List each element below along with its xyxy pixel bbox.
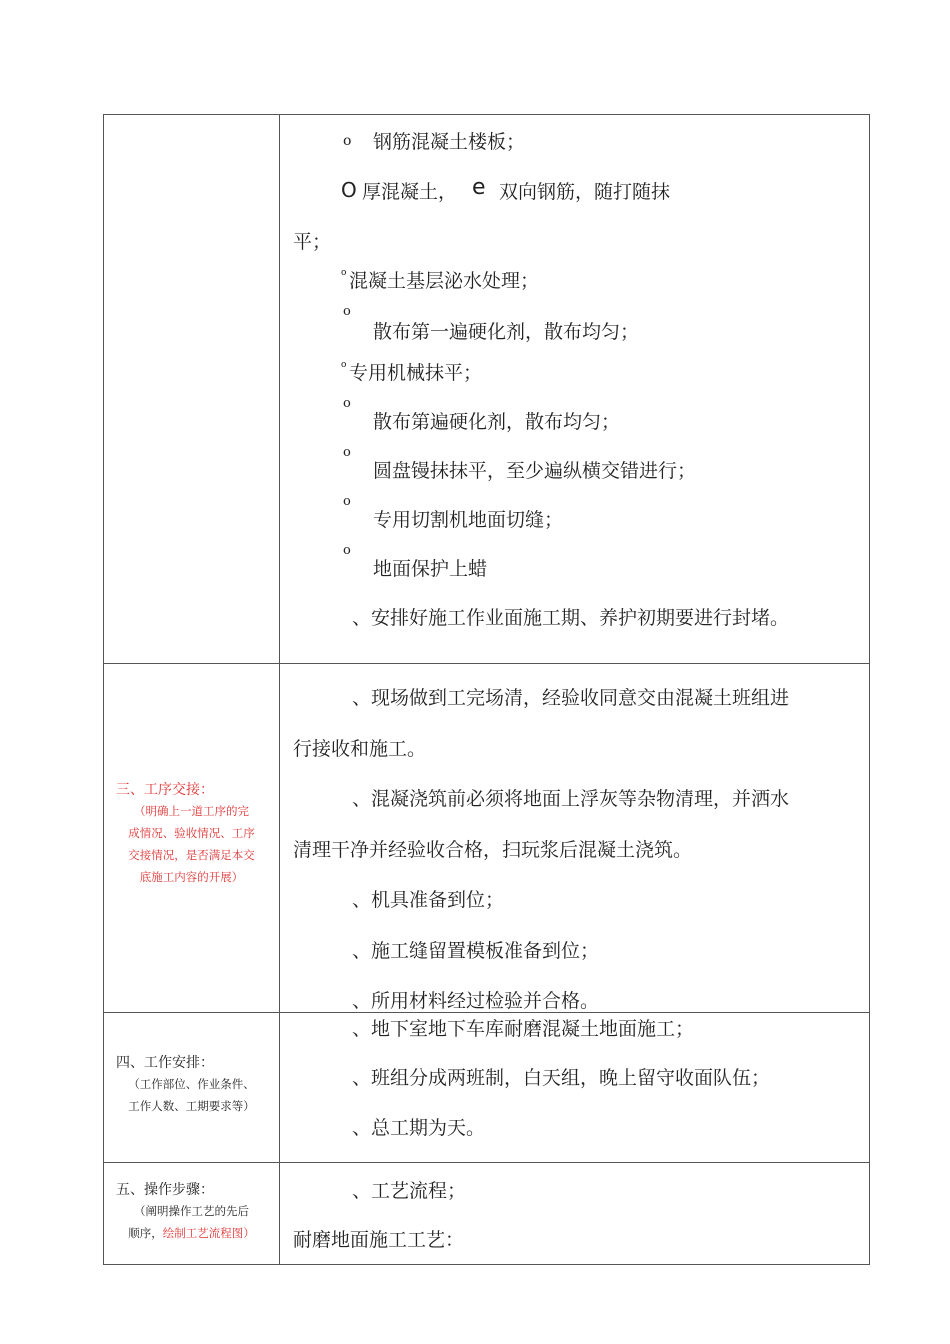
paragraph-line: 耐磨地面施工工艺：: [293, 1229, 465, 1251]
row-divider-3: [103, 1162, 870, 1163]
paragraph-line: 、工艺流程；: [352, 1180, 467, 1202]
paragraph-line: 、混凝浇筑前必须将地面上浮灰等杂物清理，并洒水: [352, 788, 790, 810]
paragraph-line: 、班组分成两班制，白天组，晚上留守收面队伍；: [352, 1067, 771, 1089]
list-item: 地面保护上蜡: [373, 558, 488, 580]
list-item: 双向钢筋，随打随抹: [499, 181, 671, 203]
list-bullet: o: [341, 360, 347, 370]
list-item: 专用切割机地面切缝；: [373, 509, 564, 531]
section-4-note-line: 工作人数、工期要求等）: [128, 1099, 255, 1113]
list-bullet: o: [343, 445, 351, 460]
section-5-note-line: [104, 1222, 279, 1244]
list-item: 平；: [293, 231, 332, 253]
section-5-note-line: （阐明操作工艺的先后: [134, 1204, 249, 1218]
row-divider-1: [103, 663, 870, 664]
list-bullet: o: [343, 396, 351, 411]
list-bullet: o: [343, 543, 351, 558]
section-4-note-line: （工作部位、作业条件、: [128, 1077, 255, 1091]
list-bullet: O: [341, 178, 357, 202]
paragraph-line: 、所用材料经过检验并合格。: [352, 990, 600, 1012]
section-5-title: 五、操作步骤：: [116, 1182, 214, 1198]
section-3-note-line: 成情况、验收情况、工序: [128, 826, 255, 840]
list-item: 钢筋混凝土楼板；: [373, 131, 526, 153]
paragraph-line: 、地下室地下车库耐磨混凝土地面施工；: [352, 1018, 695, 1040]
list-item: 圆盘镘抹抹平，至少遍纵横交错进行；: [373, 460, 697, 482]
section-5-label: [104, 1180, 279, 1244]
list-item: 专用机械抹平；: [349, 362, 483, 384]
paragraph-line: 、总工期为天。: [352, 1117, 486, 1139]
list-item: 、安排好施工作业面施工期、养护初期要进行封堵。: [352, 607, 790, 629]
table-border-right: [869, 114, 870, 1265]
list-bullet: o: [343, 133, 352, 149]
list-item: 散布第遍硬化剂，散布均匀；: [373, 411, 621, 433]
table-border-top: [103, 114, 870, 115]
paragraph-line: 、现场做到工完场清，经验收同意交由混凝土班组进: [352, 687, 790, 709]
section-3-label: [104, 780, 279, 888]
section-5-note-highlight: 绘制工艺流程图）: [162, 1226, 255, 1240]
section-3-note-line: 交接情况，是否满足本交: [128, 848, 255, 862]
section-3-note-line: 底施工内容的开展）: [139, 870, 244, 884]
section-4-label: [104, 1053, 279, 1117]
paragraph-line: 、机具准备到位；: [352, 889, 505, 911]
paragraph-line: 行接收和施工。: [293, 738, 427, 760]
section-4-title: 四、工作安排：: [116, 1055, 214, 1071]
paragraph-line: 、施工缝留置模板准备到位；: [352, 940, 600, 962]
list-item: 厚混凝土，: [362, 181, 458, 203]
section-5-note-text: 顺序，: [128, 1226, 163, 1240]
table-border-bottom: [103, 1264, 870, 1265]
list-item: 混凝土基层泌水处理；: [349, 270, 540, 292]
list-bullet: o: [341, 268, 347, 278]
list-bullet: o: [343, 494, 351, 509]
column-divider: [279, 114, 280, 1265]
list-bullet: e: [472, 175, 486, 200]
paragraph-line: 清理干净并经验收合格，扫玩浆后混凝土浇筑。: [293, 839, 693, 861]
list-item: 散布第一遍硬化剂，散布均匀；: [373, 321, 640, 343]
section-3-note-line: （明确上一道工序的完: [134, 804, 249, 818]
list-bullet: o: [343, 304, 351, 319]
section-3-title: 三、工序交接：: [116, 782, 214, 798]
